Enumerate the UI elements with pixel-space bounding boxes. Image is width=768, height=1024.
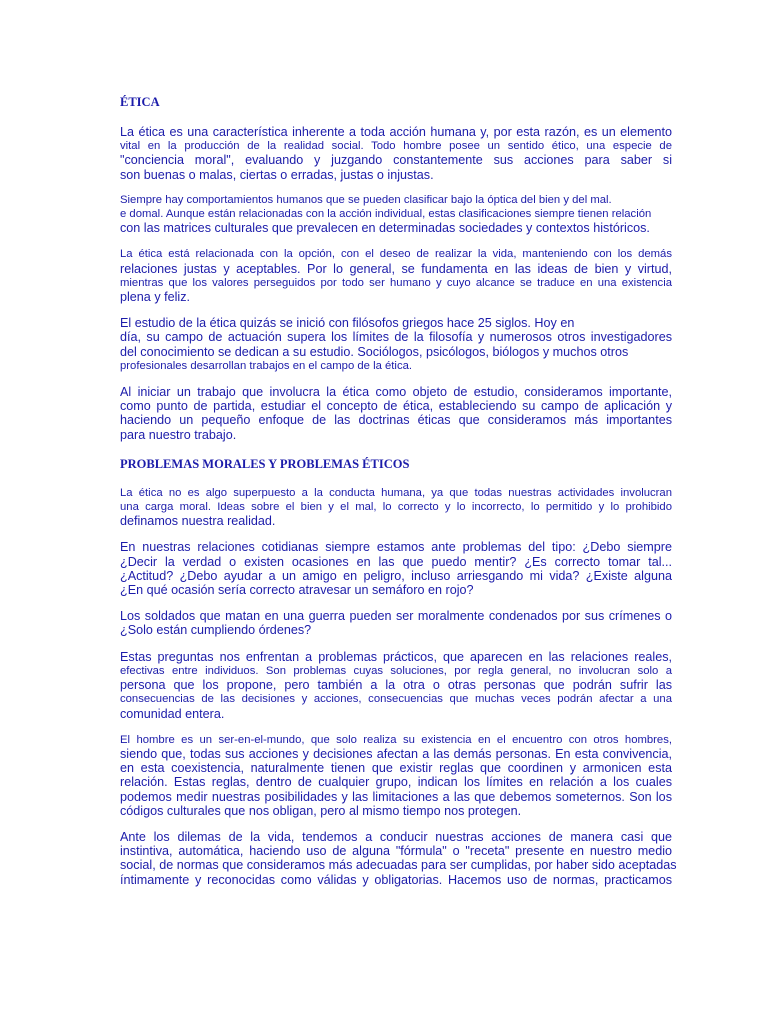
- paragraph-7: [120, 540, 672, 597]
- text-line: vital en la producción de la realidad social. Todo hombre posee un sentido ético, una especie de: [120, 140, 672, 153]
- text-line: ¿Solo están cumpliendo órdenes?: [120, 623, 312, 638]
- paragraph-1: [120, 125, 672, 182]
- text-line: El hombre es un ser-en-el-mundo, que solo realiza su existencia en el encuentro con otros hombres,: [120, 733, 672, 746]
- text-line: En nuestras relaciones cotidianas siempre estamos ante problemas del tipo: ¿Debo siempre: [120, 540, 672, 555]
- paragraph-5: [120, 385, 672, 442]
- text-line: en esta coexistencia, naturalmente tienen que existir reglas que coordinen y armonicen esta: [120, 761, 672, 776]
- paragraph-9: [120, 650, 672, 721]
- text-line: códigos culturales que nos obligan, pero al mismo tiempo nos protegen.: [120, 803, 522, 818]
- text-line: haciendo un pequeño enfoque de las doctrinas éticas que consideramos más importantes: [120, 413, 672, 428]
- paragraph-8: [120, 609, 672, 637]
- paragraph-6: [120, 486, 672, 529]
- text-line: podemos medir nuestras posibilidades y las limitaciones a las que debemos someternos. Son los: [120, 789, 672, 804]
- text-line: "conciencia moral", evaluando y juzgando constantemente sus acciones para saber si: [120, 153, 672, 168]
- text-line: ¿Actitud? ¿Debo ayudar a un amigo en peligro, incluso arriesgando mi vida? ¿Existe alguna: [120, 568, 672, 583]
- text-line: son buenas o malas, ciertas o erradas, justas o injustas.: [120, 167, 434, 182]
- text-line: del conocimiento se dedican a su estudio. Sociólogos, psicólogos, biólogos y muchos otros: [120, 344, 629, 359]
- paragraph-11: [120, 829, 677, 887]
- text-line: ¿En qué ocasión sería correcto atravesar un semáforo en rojo?: [120, 583, 474, 598]
- text-line: Estas preguntas nos enfrentan a problemas prácticos, que aparecen en las relaciones reales,: [120, 649, 672, 664]
- section-heading-problemas: PROBLEMAS MORALES Y PROBLEMAS ÉTICOS: [120, 456, 410, 471]
- text-line: ¿Decir la verdad o existen ocasiones en las que puedo mentir? ¿Es correcto tomar tal...: [120, 554, 672, 569]
- text-line: Los soldados que matan en una guerra pueden ser moralmente condenados por sus crímenes o: [120, 609, 672, 624]
- text-line: íntimamente y reconocidas como válidas y obligatorias. Hacemos uso de normas, practicamos: [120, 872, 672, 887]
- text-line: mientras que los valores perseguidos por todo ser humano y cuyo alcance se traduce en una existencia: [120, 276, 672, 289]
- paragraph-2: [120, 193, 672, 236]
- text-line: persona que los propone, pero también a la otra o otras personas que podrán sufrir las: [120, 678, 672, 693]
- text-line: día, su campo de actuación supera los límites de la filosofía y numerosos otros investigadores: [120, 330, 672, 345]
- text-line: consecuencias de las decisiones y acciones, consecuencias que muchas veces podrán afectar a una: [120, 693, 672, 706]
- text-line: La ética es una característica inherente a toda acción humana y, por esta razón, es un elemento: [120, 125, 672, 139]
- text-line: Siempre hay comportamientos humanos que se pueden clasificar bajo la óptica del bien y del mal.: [120, 193, 612, 206]
- text-line: social, de normas que consideramos más adecuadas para ser cumplidas, por haber sido aceptadas: [120, 858, 677, 873]
- paragraph-10: [120, 733, 672, 818]
- text-line: Al iniciar un trabajo que involucra la ética como objeto de estudio, consideramos importante,: [120, 385, 672, 400]
- paragraph-3: [120, 247, 672, 304]
- text-line: Ante los dilemas de la vida, tendemos a conducir nuestras acciones de manera casi que: [120, 829, 672, 844]
- text-line: El estudio de la ética quizás se inició con filósofos griegos hace 25 siglos. Hoy en: [120, 316, 575, 331]
- text-line: profesionales desarrollan trabajos en el campo de la ética.: [120, 359, 413, 372]
- section-heading-etica: ÉTICA: [120, 95, 160, 109]
- text-line: comunidad entera.: [120, 706, 225, 721]
- text-line: definamos nuestra realidad.: [120, 514, 276, 529]
- text-line: La ética está relacionada con la opción, con el deseo de realizar la vida, manteniendo con los demás: [120, 248, 672, 261]
- text-line: una carga moral. Ideas sobre el bien y el mal, lo correcto y lo incorrecto, lo permitido y lo prohibido: [120, 501, 672, 514]
- text-line: siendo que, todas sus acciones y decisiones afectan a las demás personas. En esta convivencia,: [120, 746, 672, 761]
- text-line: con las matrices culturales que prevalecen en determinadas sociedades y contextos históricos.: [120, 221, 650, 236]
- text-line: La ética no es algo superpuesto a la conducta humana, ya que todas nuestras actividades involucran: [120, 486, 672, 499]
- paragraph-4: [120, 316, 672, 373]
- text-line: relación. Estas reglas, dentro de cualquier grupo, indican los límites en relación a los cuales: [120, 775, 672, 790]
- text-line: relaciones justas y aceptables. Por lo general, se fundamenta en las ideas de bien y virtud,: [120, 261, 672, 276]
- document-body: [120, 94, 677, 887]
- text-line: instintiva, automática, haciendo uso de alguna "fórmula" o "receta" presente en nuestro medio: [120, 844, 672, 859]
- text-line: e domal. Aunque están relacionadas con la acción individual, estas clasificaciones siempre tienen relación: [120, 208, 652, 221]
- text-line: plena y feliz.: [120, 290, 191, 305]
- text-line: efectivas entre individuos. Son problemas cuyas soluciones, por regla general, no involucran solo a: [120, 664, 672, 677]
- text-line: como punto de partida, estudiar el concepto de ética, estableciendo su campo de aplicación y: [120, 399, 672, 414]
- text-line: para nuestro trabajo.: [120, 427, 237, 442]
